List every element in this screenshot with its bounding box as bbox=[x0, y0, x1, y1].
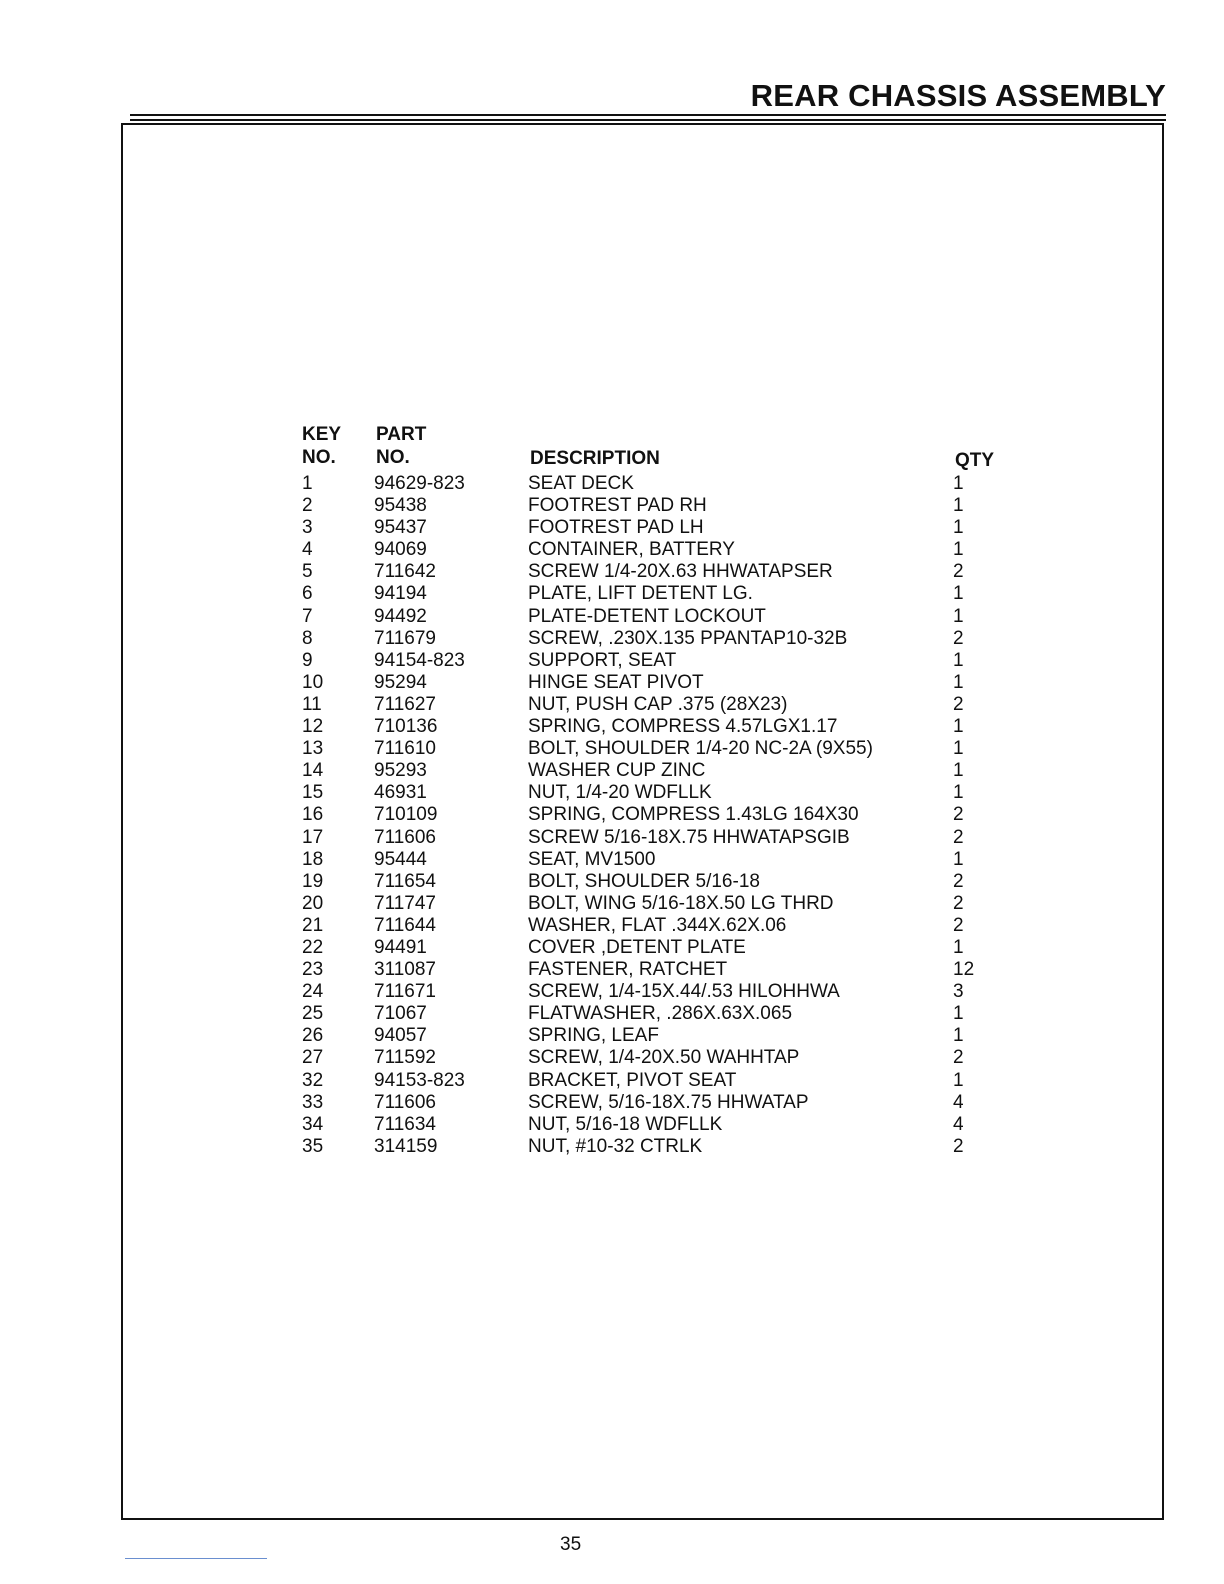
cell-description: SCREW, 1/4-15X.44/.53 HILOHHWA bbox=[528, 981, 840, 1003]
cell-key-no: 3 bbox=[302, 517, 313, 539]
parts-table bbox=[298, 423, 1018, 1158]
cell-key-no: 12 bbox=[302, 716, 324, 738]
cell-key-no: 21 bbox=[302, 914, 324, 936]
cell-description: SCREW 1/4-20X.63 HHWATAPSER bbox=[528, 561, 833, 583]
cell-part-no: 94629-823 bbox=[374, 473, 465, 494]
cell-qty: 1 bbox=[953, 716, 964, 738]
cell-qty: 1 bbox=[953, 517, 964, 539]
cell-qty: 1 bbox=[953, 936, 964, 958]
cell-part-no: 94194 bbox=[374, 583, 427, 605]
cell-key-no: 22 bbox=[302, 936, 324, 958]
page-number: 35 bbox=[560, 1534, 582, 1555]
page-title: REAR CHASSIS ASSEMBLY bbox=[750, 78, 1166, 113]
cell-key-no: 4 bbox=[302, 539, 313, 561]
cell-description: HINGE SEAT PIVOT bbox=[528, 671, 704, 693]
cell-key-no: 26 bbox=[302, 1025, 324, 1047]
table-row bbox=[298, 782, 1018, 804]
cell-description: COVER ,DETENT PLATE bbox=[528, 936, 746, 958]
cell-key-no: 11 bbox=[302, 693, 322, 715]
table-row bbox=[298, 716, 1018, 738]
table-row bbox=[298, 517, 1018, 539]
cell-part-no: 94154-823 bbox=[374, 649, 465, 671]
table-row bbox=[298, 1114, 1018, 1136]
cell-key-no: 5 bbox=[302, 561, 313, 583]
cell-part-no: 711634 bbox=[374, 1113, 436, 1135]
cell-part-no: 710136 bbox=[374, 716, 438, 738]
cell-qty: 2 bbox=[953, 693, 964, 715]
cell-description: PLATE, LIFT DETENT LG. bbox=[528, 583, 753, 605]
cell-description: SPRING, COMPRESS 1.43LG 164X30 bbox=[528, 804, 859, 826]
cell-qty: 2 bbox=[953, 892, 964, 914]
cell-description: PLATE-DETENT LOCKOUT bbox=[528, 605, 766, 627]
table-row bbox=[298, 1070, 1018, 1092]
cell-key-no: 1 bbox=[302, 473, 313, 494]
cell-part-no: 95438 bbox=[374, 495, 427, 517]
cell-description: BOLT, WING 5/16-18X.50 LG THRD bbox=[528, 892, 834, 914]
cell-key-no: 27 bbox=[302, 1047, 324, 1069]
header-part-line2: NO. bbox=[376, 447, 410, 468]
cell-part-no: 711592 bbox=[374, 1047, 436, 1069]
cell-qty: 2 bbox=[953, 914, 964, 936]
title-rule-bottom bbox=[130, 119, 1166, 121]
cell-qty: 3 bbox=[953, 981, 964, 1003]
cell-part-no: 711627 bbox=[374, 693, 436, 715]
cell-key-no: 23 bbox=[302, 959, 324, 981]
footer-link-underline bbox=[125, 1558, 267, 1559]
cell-part-no: 711679 bbox=[374, 627, 436, 649]
table-row bbox=[298, 981, 1018, 1003]
cell-key-no: 9 bbox=[302, 649, 313, 671]
cell-description: BOLT, SHOULDER 5/16-18 bbox=[528, 870, 760, 892]
cell-qty: 1 bbox=[953, 495, 964, 517]
cell-key-no: 8 bbox=[302, 627, 313, 649]
table-row bbox=[298, 672, 1018, 694]
cell-description: NUT, 5/16-18 WDFLLK bbox=[528, 1113, 723, 1135]
cell-part-no: 311087 bbox=[374, 959, 436, 981]
table-row bbox=[298, 1047, 1018, 1069]
cell-part-no: 94491 bbox=[374, 936, 427, 958]
table-row bbox=[298, 583, 1018, 605]
cell-qty: 2 bbox=[953, 804, 964, 826]
table-row bbox=[298, 1003, 1018, 1025]
cell-part-no: 711644 bbox=[374, 914, 436, 936]
cell-qty: 2 bbox=[953, 1047, 964, 1069]
table-row bbox=[298, 915, 1018, 937]
cell-description: SCREW, 1/4-20X.50 WAHHTAP bbox=[528, 1047, 800, 1069]
cell-qty: 1 bbox=[953, 738, 964, 760]
cell-key-no: 17 bbox=[302, 826, 324, 848]
cell-description: SCREW, .230X.135 PPANTAP10-32B bbox=[528, 627, 848, 649]
cell-key-no: 7 bbox=[302, 605, 313, 627]
cell-key-no: 14 bbox=[302, 760, 324, 782]
table-row bbox=[298, 628, 1018, 650]
cell-key-no: 25 bbox=[302, 1003, 324, 1025]
cell-key-no: 10 bbox=[302, 671, 324, 693]
cell-description: NUT, #10-32 CTRLK bbox=[528, 1135, 703, 1157]
cell-description: NUT, 1/4-20 WDFLLK bbox=[528, 782, 712, 804]
cell-description: SEAT, MV1500 bbox=[528, 848, 656, 870]
cell-description: CONTAINER, BATTERY bbox=[528, 539, 735, 561]
header-key-line1: KEY bbox=[302, 424, 342, 445]
table-row bbox=[298, 561, 1018, 583]
table-row bbox=[298, 760, 1018, 782]
cell-part-no: 94153-823 bbox=[374, 1069, 465, 1091]
cell-qty: 1 bbox=[953, 1069, 964, 1091]
cell-description: NUT, PUSH CAP .375 (28X23) bbox=[528, 693, 788, 715]
cell-part-no: 711642 bbox=[374, 561, 436, 583]
table-row bbox=[298, 849, 1018, 871]
cell-part-no: 711606 bbox=[374, 1091, 436, 1113]
header-part-line1: PART bbox=[376, 424, 427, 445]
cell-part-no: 46931 bbox=[374, 782, 427, 804]
cell-description: SUPPORT, SEAT bbox=[528, 649, 677, 671]
cell-key-no: 16 bbox=[302, 804, 324, 826]
cell-key-no: 15 bbox=[302, 782, 324, 804]
cell-qty: 12 bbox=[953, 959, 975, 981]
cell-description: SCREW, 5/16-18X.75 HHWATAP bbox=[528, 1091, 809, 1113]
cell-part-no: 314159 bbox=[374, 1135, 438, 1157]
cell-description: FLATWASHER, .286X.63X.065 bbox=[528, 1003, 793, 1025]
parts-table-header bbox=[298, 423, 1018, 473]
cell-key-no: 6 bbox=[302, 583, 313, 605]
table-row bbox=[298, 539, 1018, 561]
cell-key-no: 2 bbox=[302, 495, 313, 517]
cell-part-no: 711747 bbox=[374, 892, 436, 914]
cell-qty: 1 bbox=[953, 671, 964, 693]
cell-qty: 1 bbox=[953, 848, 964, 870]
cell-part-no: 94069 bbox=[374, 539, 427, 561]
cell-description: SCREW 5/16-18X.75 HHWATAPSGIB bbox=[528, 826, 850, 848]
table-row bbox=[298, 827, 1018, 849]
table-row bbox=[298, 937, 1018, 959]
table-row bbox=[298, 606, 1018, 628]
cell-description: BRACKET, PIVOT SEAT bbox=[528, 1069, 737, 1091]
table-row bbox=[298, 1025, 1018, 1047]
cell-description: FASTENER, RATCHET bbox=[528, 959, 728, 981]
cell-qty: 1 bbox=[953, 605, 964, 627]
header-qty: QTY bbox=[955, 450, 995, 471]
cell-description: FOOTREST PAD RH bbox=[528, 495, 707, 517]
cell-description: SPRING, COMPRESS 4.57LGX1.17 bbox=[528, 716, 838, 738]
cell-key-no: 13 bbox=[302, 738, 324, 760]
header-key-line2: NO. bbox=[302, 447, 336, 468]
cell-key-no: 24 bbox=[302, 981, 324, 1003]
cell-qty: 1 bbox=[953, 760, 964, 782]
cell-description: BOLT, SHOULDER 1/4-20 NC-2A (9X55) bbox=[528, 738, 873, 760]
cell-qty: 2 bbox=[953, 870, 964, 892]
table-row bbox=[298, 804, 1018, 826]
cell-qty: 1 bbox=[953, 1003, 964, 1025]
cell-key-no: 34 bbox=[302, 1113, 324, 1135]
cell-part-no: 95444 bbox=[374, 848, 427, 870]
cell-qty: 2 bbox=[953, 1135, 964, 1157]
table-row bbox=[298, 959, 1018, 981]
cell-qty: 2 bbox=[953, 627, 964, 649]
cell-description: WASHER CUP ZINC bbox=[528, 760, 706, 782]
table-row bbox=[298, 1092, 1018, 1114]
table-row bbox=[298, 650, 1018, 672]
cell-key-no: 32 bbox=[302, 1069, 324, 1091]
cell-qty: 1 bbox=[953, 1025, 964, 1047]
cell-key-no: 18 bbox=[302, 848, 324, 870]
cell-description: FOOTREST PAD LH bbox=[528, 517, 704, 539]
table-row bbox=[298, 473, 1018, 495]
cell-qty: 1 bbox=[953, 649, 964, 671]
table-row bbox=[298, 495, 1018, 517]
cell-description: SEAT DECK bbox=[528, 473, 634, 494]
cell-part-no: 95293 bbox=[374, 760, 427, 782]
cell-part-no: 71067 bbox=[374, 1003, 427, 1025]
table-row bbox=[298, 738, 1018, 760]
cell-qty: 1 bbox=[953, 473, 964, 494]
cell-part-no: 95437 bbox=[374, 517, 427, 539]
cell-part-no: 94492 bbox=[374, 605, 427, 627]
cell-description: SPRING, LEAF bbox=[528, 1025, 659, 1047]
cell-part-no: 711610 bbox=[374, 738, 436, 760]
cell-qty: 2 bbox=[953, 561, 964, 583]
cell-qty: 4 bbox=[953, 1113, 964, 1135]
cell-qty: 4 bbox=[953, 1091, 964, 1113]
table-row bbox=[298, 893, 1018, 915]
table-row bbox=[298, 1136, 1018, 1158]
cell-part-no: 710109 bbox=[374, 804, 438, 826]
table-row bbox=[298, 871, 1018, 893]
header-description: DESCRIPTION bbox=[530, 448, 660, 469]
cell-qty: 2 bbox=[953, 826, 964, 848]
cell-part-no: 711671 bbox=[374, 981, 436, 1003]
cell-part-no: 711606 bbox=[374, 826, 436, 848]
cell-description: WASHER, FLAT .344X.62X.06 bbox=[528, 914, 787, 936]
table-row bbox=[298, 694, 1018, 716]
cell-key-no: 33 bbox=[302, 1091, 324, 1113]
cell-part-no: 94057 bbox=[374, 1025, 427, 1047]
title-rule-top bbox=[130, 114, 1166, 116]
cell-qty: 1 bbox=[953, 782, 964, 804]
cell-key-no: 20 bbox=[302, 892, 324, 914]
cell-qty: 1 bbox=[953, 539, 964, 561]
cell-qty: 1 bbox=[953, 583, 964, 605]
parts-table-body bbox=[298, 473, 1018, 1158]
cell-part-no: 95294 bbox=[374, 671, 427, 693]
cell-key-no: 19 bbox=[302, 870, 324, 892]
cell-key-no: 35 bbox=[302, 1135, 324, 1157]
cell-part-no: 711654 bbox=[374, 870, 436, 892]
